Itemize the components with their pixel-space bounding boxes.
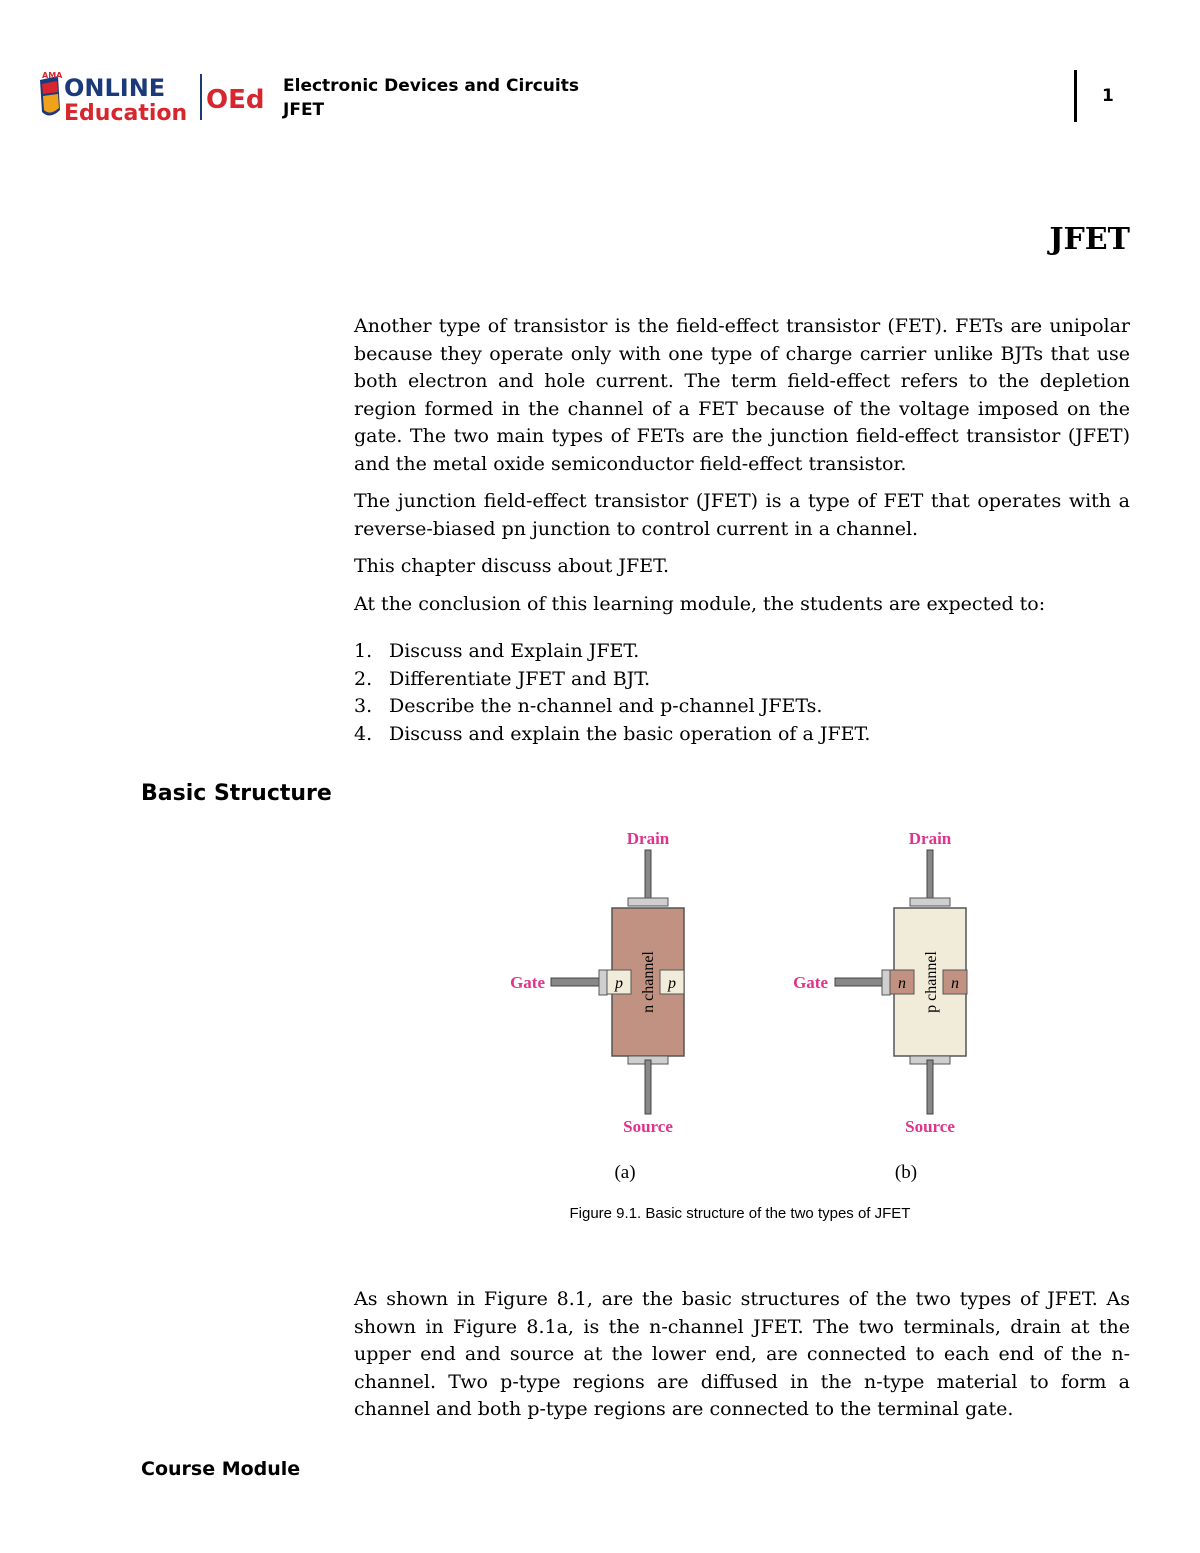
list-item: 4. Discuss and explain the basic operation of a JFET. (354, 722, 871, 745)
svg-text:Drain: Drain (908, 829, 952, 848)
header-divider (1074, 70, 1077, 122)
list-item: 2. Differentiate JFET and BJT. (354, 667, 651, 690)
svg-text:(b): (b) (894, 1162, 918, 1183)
list-item: 1. Discuss and Explain JFET. (354, 640, 640, 662)
figure-description (354, 1286, 1130, 1434)
svg-text:AMA: AMA (42, 71, 63, 80)
course-module-label: Course Module (141, 1458, 301, 1480)
online-education-logo (38, 70, 273, 125)
course-title: Electronic Devices and Circuits (283, 76, 579, 96)
svg-text:n channel: n channel (640, 951, 657, 1013)
logo-brand-short: OEd (206, 85, 265, 115)
svg-text:Gate: Gate (793, 973, 828, 992)
svg-text:n: n (951, 975, 959, 992)
svg-text:Drain: Drain (626, 829, 670, 848)
logo-brand-top: ONLINE (64, 74, 166, 102)
section-heading: Basic Structure (141, 781, 332, 806)
svg-text:Source: Source (623, 1117, 673, 1136)
figure-caption: Figure 9.1. Basic structure of the two types of JFET (569, 1205, 911, 1222)
logo-brand-bottom: Education (64, 101, 188, 125)
panel-p-channel (793, 829, 967, 1183)
svg-text:Gate: Gate (510, 973, 545, 992)
topic-label: JFET (283, 100, 325, 120)
intro-section (354, 313, 1130, 628)
svg-text:(a): (a) (614, 1162, 636, 1183)
header-text (283, 74, 579, 122)
intro-paragraph: Another type of transistor is the field-effect transistor (FET). FETs are unipolar because they operate only with one type of charge carrier unlike BJTs that use both electron and hole current. The term field-effect refers to the depletion region formed in the channel of a FET because of the voltage imposed on the gate. The two main types of FETs are the junction field-effect transistor (JFET) and the metal oxide semiconductor field-effect transistor. (354, 315, 1130, 475)
svg-text:n: n (898, 975, 906, 992)
body-paragraph: As shown in Figure 8.1, are the basic structures of the two types of JFET. As shown in Figure 8.1a, is the n-channel JFET. The two terminals, drain at the upper end and source at the lower end, are connected to each end of the n-channel. Two p-type regions are diffused in the n-type material to form a channel and both p-type regions are connected to the terminal gate. (354, 1288, 1130, 1420)
objectives-list (354, 638, 1130, 748)
intro-paragraph: At the conclusion of this learning module, the students are expected to: (354, 592, 1046, 615)
svg-text:p channel: p channel (923, 951, 940, 1013)
ama-shield-icon (40, 71, 63, 116)
page-number: 1 (1102, 86, 1114, 106)
panel-n-channel (510, 829, 684, 1183)
list-item: 3. Describe the n-channel and p-channel JFETs. (354, 695, 823, 717)
jfet-structure-figure (495, 820, 1015, 1190)
document-title: JFET (1049, 222, 1130, 257)
svg-text:p: p (668, 975, 676, 992)
svg-text:p: p (615, 975, 623, 992)
svg-text:Source: Source (905, 1117, 955, 1136)
intro-paragraph: This chapter discuss about JFET. (354, 555, 669, 577)
intro-paragraph: The junction field-effect transistor (JFET) is a type of FET that operates with a reverse-biased pn junction to control current in a channel. (354, 490, 1130, 540)
